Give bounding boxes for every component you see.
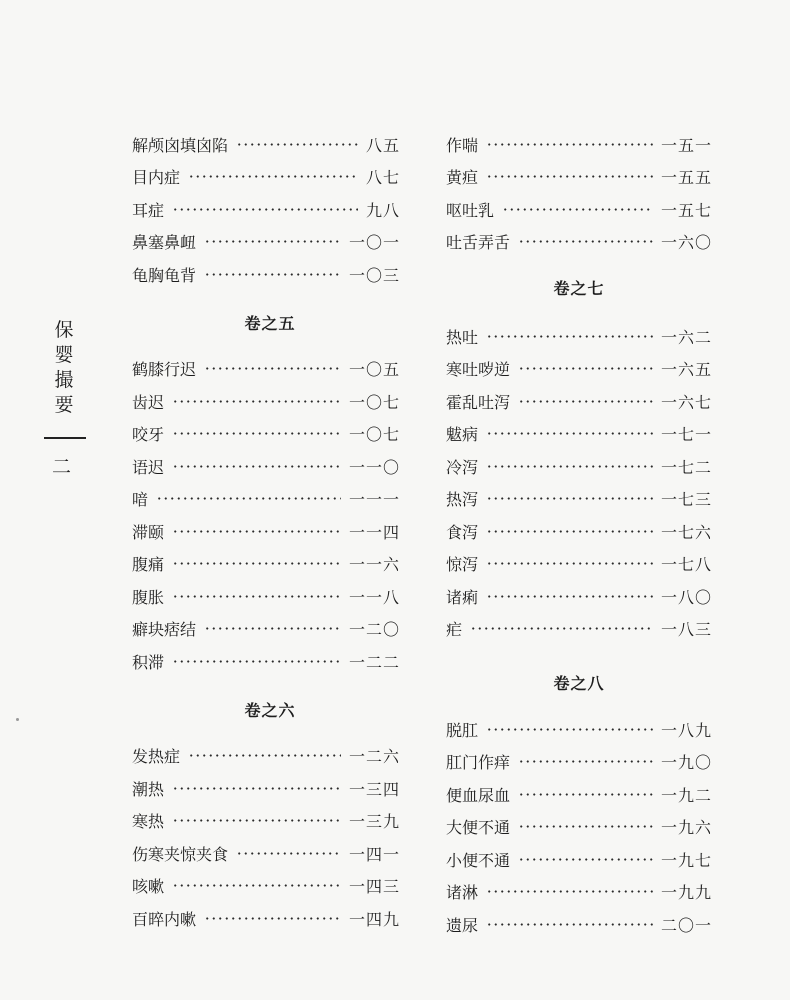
toc-entry-page: 一一四 (348, 522, 400, 542)
heading-juan5: 卷之五 (244, 313, 296, 333)
toc-entry (446, 450, 712, 483)
dot-leader (172, 819, 341, 822)
toc-entry-title: 伤寒夹惊夹食 (132, 844, 229, 864)
toc-entry-page: 一六五 (660, 360, 712, 380)
scan-speck (16, 718, 19, 721)
toc-entry-title: 遗尿 (446, 915, 479, 935)
toc-entry (446, 548, 712, 581)
toc-entry (132, 870, 400, 903)
toc-entry-page: 一九〇 (660, 753, 712, 773)
toc-entry (132, 837, 400, 870)
toc-entry (446, 193, 712, 226)
toc-entry-title: 诸淋 (446, 883, 479, 903)
dot-leader (486, 595, 653, 598)
dot-leader (518, 400, 653, 403)
toc-entry-page: 一九七 (660, 850, 712, 870)
dot-leader (172, 787, 341, 790)
dot-leader (236, 143, 358, 146)
toc-entry-page: 一〇七 (348, 425, 400, 445)
toc-entry-page: 一四三 (348, 877, 400, 897)
toc-entry-title: 呕吐乳 (446, 200, 495, 220)
dot-leader (518, 760, 653, 763)
toc-entry (132, 161, 400, 194)
toc-entry-page: 一七八 (660, 555, 712, 575)
side-title-char: 保 (54, 319, 76, 341)
toc-entry (132, 740, 400, 773)
toc-entry-title: 食泻 (446, 522, 479, 542)
dot-leader (486, 175, 653, 178)
dot-leader (486, 465, 653, 468)
toc-entry-title: 解颅囟填囟陷 (132, 135, 229, 155)
toc-entry (132, 418, 400, 451)
toc-entry-page: 一九六 (660, 818, 712, 838)
toc-entry (446, 128, 712, 161)
toc-entry (132, 258, 400, 291)
toc-entry-title: 热吐 (446, 327, 479, 347)
juan5-entries (132, 353, 400, 678)
left-top-entries (132, 128, 400, 291)
toc-entry-page: 一七六 (660, 522, 712, 542)
toc-entry-page: 一三四 (348, 779, 400, 799)
toc-entry (132, 193, 400, 226)
dot-leader (204, 367, 341, 370)
dot-leader (518, 367, 653, 370)
dot-leader (172, 432, 341, 435)
toc-entry-page: 一九二 (660, 785, 712, 805)
dot-leader (236, 852, 341, 855)
toc-entry-title: 热泻 (446, 490, 479, 510)
toc-entry-title: 作喘 (446, 135, 479, 155)
dot-leader (486, 432, 653, 435)
toc-entry-page: 一七三 (660, 490, 712, 510)
toc-entry-title: 咳嗽 (132, 877, 165, 897)
left-column (132, 128, 400, 935)
toc-entry-title: 小便不通 (446, 850, 511, 870)
juan7-entries (446, 320, 712, 645)
side-page-number: 二 (52, 456, 72, 478)
toc-entry (446, 613, 712, 646)
toc-entry-page: 一七一 (660, 425, 712, 445)
toc-entry (132, 548, 400, 581)
side-book-title (50, 318, 80, 418)
toc-entry (132, 385, 400, 418)
toc-entry-page: 一八〇 (660, 587, 712, 607)
toc-entry-page: 一一一 (348, 490, 400, 510)
dot-leader (172, 660, 341, 663)
toc-entry (446, 746, 712, 779)
toc-entry-page: 九八 (365, 200, 400, 220)
heading-juan7: 卷之七 (553, 279, 605, 298)
dot-leader (172, 884, 341, 887)
dot-leader (470, 627, 653, 630)
right-top-entries (446, 128, 712, 258)
toc-entry-page: 一四一 (348, 844, 400, 864)
toc-entry-title: 鹤膝行迟 (132, 360, 197, 380)
toc-entry (446, 778, 712, 811)
dot-leader (172, 400, 341, 403)
toc-entry (446, 483, 712, 516)
dot-leader (518, 825, 653, 828)
heading-juan6: 卷之六 (244, 700, 296, 720)
toc-entry (132, 902, 400, 935)
toc-entry-page: 一八三 (660, 620, 712, 640)
toc-entry-title: 积滞 (132, 652, 165, 672)
dot-leader (204, 627, 341, 630)
toc-entry (446, 876, 712, 909)
toc-entry (132, 450, 400, 483)
toc-entry-page: 八七 (365, 168, 400, 188)
toc-entry-title: 腹胀 (132, 587, 165, 607)
toc-entry-page: 一六七 (660, 392, 712, 412)
toc-entry (132, 772, 400, 805)
toc-entry-title: 脱肛 (446, 720, 479, 740)
toc-entry (446, 226, 712, 259)
toc-entry-title: 寒吐哕逆 (446, 360, 511, 380)
toc-entry-page: 一九九 (660, 883, 712, 903)
dot-leader (188, 754, 341, 757)
dot-leader (502, 208, 653, 211)
toc-entry-title: 发热症 (132, 747, 181, 767)
dot-leader (486, 335, 653, 338)
toc-entry-page: 一二六 (348, 747, 400, 767)
toc-entry-page: 一八九 (660, 720, 712, 740)
dot-leader (486, 728, 653, 731)
toc-entry (446, 320, 712, 353)
toc-entry-page: 一〇五 (348, 360, 400, 380)
dot-leader (172, 562, 341, 565)
toc-entry-title: 目内症 (132, 168, 181, 188)
toc-entry-title: 滞颐 (132, 522, 165, 542)
dot-leader (172, 530, 341, 533)
toc-entry-title: 疟 (446, 620, 463, 640)
toc-entry (132, 580, 400, 613)
toc-entry-title: 寒热 (132, 812, 165, 832)
toc-entry-page: 一〇三 (348, 265, 400, 285)
dot-leader (172, 465, 341, 468)
dot-leader (518, 240, 653, 243)
toc-entry-page: 一二二 (348, 652, 400, 672)
toc-entry (446, 908, 712, 941)
toc-entry (446, 353, 712, 386)
toc-entry-title: 癖块痞结 (132, 620, 197, 640)
dot-leader (486, 530, 653, 533)
dot-leader (156, 497, 341, 500)
toc-entry (132, 805, 400, 838)
toc-entry-page: 一五一 (660, 135, 712, 155)
dot-leader (172, 595, 341, 598)
toc-entry-page: 一五七 (660, 200, 712, 220)
toc-entry (132, 226, 400, 259)
toc-entry-title: 齿迟 (132, 392, 165, 412)
toc-entry-title: 龟胸龟背 (132, 265, 197, 285)
toc-entry-title: 黄疸 (446, 168, 479, 188)
dot-leader (204, 273, 341, 276)
toc-entry-page: 一五五 (660, 168, 712, 188)
toc-entry-title: 霍乱吐泻 (446, 392, 511, 412)
dot-leader (172, 208, 358, 211)
toc-entry-title: 语迟 (132, 457, 165, 477)
dot-leader (486, 143, 653, 146)
side-title-char: 要 (54, 394, 76, 416)
dot-leader (204, 917, 341, 920)
toc-entry-title: 大便不通 (446, 818, 511, 838)
toc-entry-page: 一四九 (348, 909, 400, 929)
toc-entry-title: 诸痢 (446, 587, 479, 607)
dot-leader (486, 923, 653, 926)
toc-entry-title: 百晬内嗽 (132, 909, 197, 929)
toc-entry-title: 吐舌弄舌 (446, 233, 511, 253)
toc-entry-page: 一二〇 (348, 620, 400, 640)
toc-entry (132, 645, 400, 678)
side-title-char: 婴 (54, 344, 76, 366)
dot-leader (518, 793, 653, 796)
toc-entry (132, 483, 400, 516)
toc-entry-title: 惊泻 (446, 555, 479, 575)
toc-entry-page: 一一〇 (348, 457, 400, 477)
side-title-char: 撮 (54, 369, 76, 391)
toc-entry (446, 418, 712, 451)
toc-entry (132, 515, 400, 548)
toc-entry-page: 一三九 (348, 812, 400, 832)
dot-leader (188, 175, 358, 178)
toc-entry (132, 353, 400, 386)
toc-entry (132, 613, 400, 646)
side-divider (44, 437, 86, 439)
toc-entry-title: 潮热 (132, 779, 165, 799)
dot-leader (518, 858, 653, 861)
toc-entry (446, 161, 712, 194)
toc-entry-title: 咬牙 (132, 425, 165, 445)
right-column (446, 128, 712, 941)
toc-entry-title: 腹痛 (132, 555, 165, 575)
dot-leader (486, 890, 653, 893)
juan6-entries (132, 740, 400, 935)
toc-entry-title: 便血尿血 (446, 785, 511, 805)
toc-entry-title: 冷泻 (446, 457, 479, 477)
juan8-entries (446, 713, 712, 941)
dot-leader (486, 562, 653, 565)
toc-entry-page: 八五 (365, 135, 400, 155)
toc-entry-page: 一七二 (660, 457, 712, 477)
toc-entry (446, 580, 712, 613)
toc-entry-title: 耳症 (132, 200, 165, 220)
toc-entry-page: 二〇一 (660, 915, 712, 935)
toc-entry (446, 515, 712, 548)
toc-entry-title: 鼻塞鼻衄 (132, 233, 197, 253)
toc-entry-title: 喑 (132, 490, 149, 510)
toc-entry (446, 843, 712, 876)
toc-entry (446, 811, 712, 844)
toc-entry (132, 128, 400, 161)
toc-entry-page: 一一八 (348, 587, 400, 607)
toc-entry-page: 一〇一 (348, 233, 400, 253)
toc-entry-title: 魃病 (446, 425, 479, 445)
toc-entry (446, 713, 712, 746)
toc-entry-page: 一〇七 (348, 392, 400, 412)
toc-entry-page: 一六〇 (660, 233, 712, 253)
toc-entry-page: 一一六 (348, 555, 400, 575)
toc-entry (446, 385, 712, 418)
toc-entry-title: 肛门作痒 (446, 753, 511, 773)
dot-leader (204, 240, 341, 243)
heading-juan8: 卷之八 (553, 674, 605, 693)
dot-leader (486, 497, 653, 500)
toc-entry-page: 一六二 (660, 327, 712, 347)
